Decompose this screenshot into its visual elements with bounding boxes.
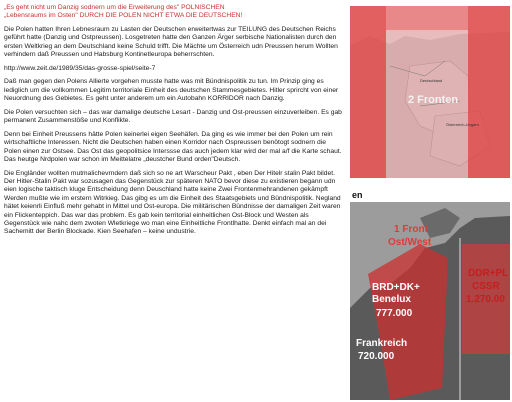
france-value: 720.000 [358, 351, 395, 362]
one-front-line-2: Ost/West [388, 237, 432, 248]
one-front-map [350, 188, 510, 400]
two-fronts-map [350, 6, 510, 178]
paragraph-4: Die Polen versuchten sich – das war damalige deutsche Lesart - Danzig und Ost-preussen einzuverleiben. Es gab permanent Zusammenstöße und Konflikte. [4, 108, 342, 125]
article-heading [4, 4, 344, 21]
heading-line-2: „Lebensraums im Osten" DURCH DIE POLEN NICHT ETWA DIE DEUTSCHEN! [4, 12, 243, 20]
source-link[interactable]: http://www.zeit.de/1989/35/das-grosse-spiel/seite-7 [4, 64, 156, 72]
one-front-line-1: 1 Front [394, 224, 428, 235]
west-value: 777.000 [376, 308, 413, 319]
france-name: Frankreich [356, 338, 408, 349]
paragraph-1: Die Polen hatten Ihren Lebnesraum zu Lasten der Deutschen erweitertwas zur TEILUNG des Deutschen Reichs geführt hatte (Danzig und Ostpreussen). Losgetreten hatte den Ganzen Ärger serbische Nationalisten durch den ersten Weltkrieg an dem Deutschland keine Schuld trifft. Die Mächte um Österreich udn Preussen herum Wollten verhindern daß Preussen und Habsburg Kontinetleuropa beherrschten. [4, 26, 338, 59]
article-text [4, 4, 344, 242]
paragraph-5: Denn bei Einheit Preussens hätte Polen keinerlei eigen Seehäfen. Da ging es wie immer bei den Polen um rein wirtschaftliche Interessen. Nicht die Deutschen haben einen Korridor nach Ospreussen benötogt sodnern die Polen einen zur Ostsee. Das Ost das geopolitsice Interssse das auch jedem klar wird der mal a/f die Karte schaut. Das heutge Nrdpolen war schon im Meittelatre „deustcher Bund orden"Deutsch. [4, 130, 342, 164]
paragraph-3: Daß man gegen den Polens Allierte vorgehen musste hatte was mit Bündnispolitik zu tun. Im Prinzip ging es lediglich um die vollkommen Legitim territoriale Einheit des deutschen Stammesgebietes. Hitler sprircht von einer Neuordnung des Gebietes. Es geht unter anderem um ein Autobahn KORRIDOR nach Danzig. [4, 78, 339, 103]
two-fronts-map-graphic [350, 6, 510, 178]
germany-label: Deutschland [420, 78, 443, 83]
east-line-2: CSSR [472, 281, 500, 292]
paragraph-6: Die Engländer wollten mutmalichevrndern daß sich so ne art Warscheur Pakt , eben Der Hitelr stalin Pakt bildet. Der Hitler-Stalin Pakt war sozusagen das Gegenstück zur späteren NATO bevor diese zu existieren begann udn eien logische taktisch kluge Entscheidung denn Deuschland hatte keine Zwei Frontenmehrandenen gekämpft Werden mußte wie im erstern Witrkieg. Das gibg es um die Einheit des Staatsgebiets und Bündnispolitik. Negland hätet keienrli Einfluß mehr gehabt in Mittel und Ost-europa. Die militärischen Bündnisse der damaligen Zeit waren ein Flickenteppich. Das war das problem. Es gab kein territorial einheitlichen Ost-Block und Westen als Gegenstück wie nahc dem zwoten Wletkriege wo man eine Einheitliche Frontlhatte. Denkt einfach mal an dei Sachemitt der Berlin Blockade. Kien Seehafen – keine undustrie. [4, 169, 341, 236]
corner-text: en [352, 190, 363, 200]
heading-line-1: „Es geht nicht um Danzig sodnern um die Erweiterung des" POLNISCHEN [4, 4, 225, 11]
two-fronts-label: 2 Fronten [408, 94, 459, 106]
east-line-1: DDR+PL [468, 268, 509, 279]
east-value: 1.270.00 [466, 294, 505, 305]
austria-hungary-label: Österreich-Ungarn [446, 122, 479, 127]
west-line-1: BRD+DK+ [372, 282, 420, 293]
west-line-2: Benelux [372, 294, 411, 305]
